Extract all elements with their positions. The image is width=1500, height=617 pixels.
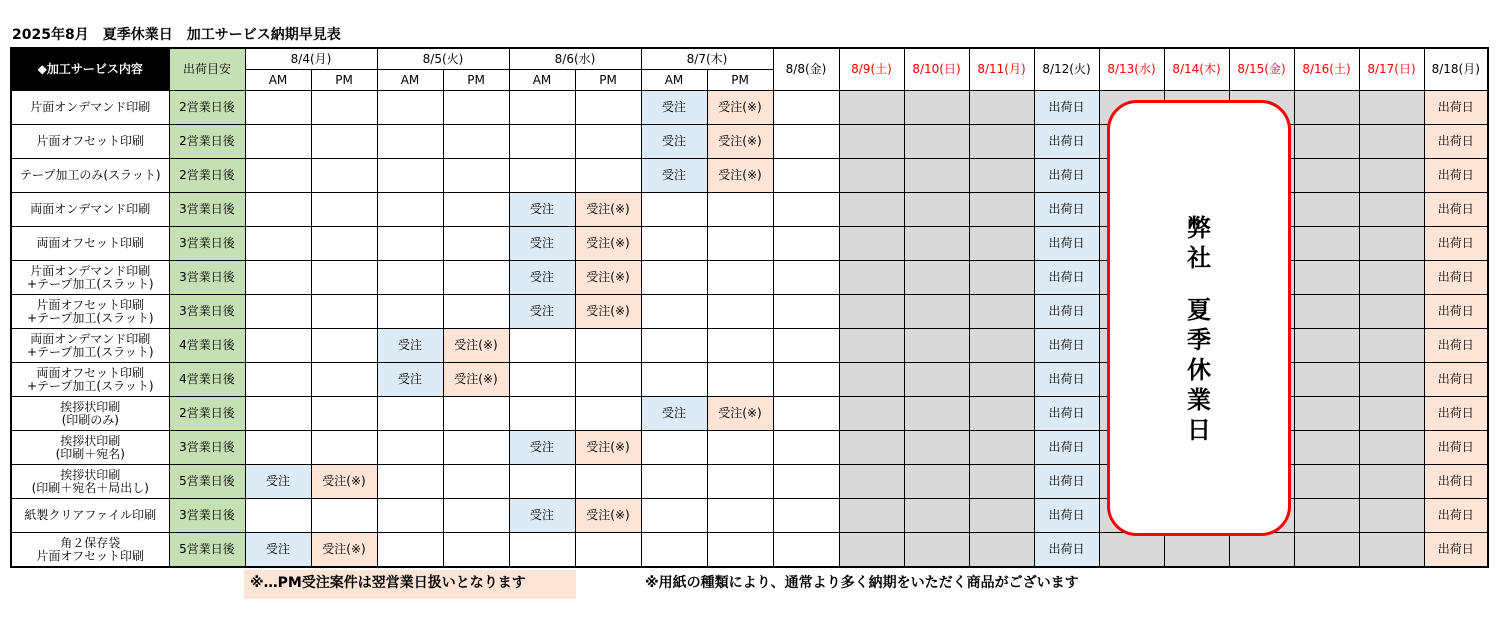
empty-slot-cell	[443, 227, 509, 261]
order-am-cell: 受注	[377, 363, 443, 397]
closed-day-cell	[1294, 295, 1359, 329]
empty-slot-cell	[575, 91, 641, 125]
empty-slot-cell	[245, 227, 311, 261]
empty-slot-cell	[773, 431, 839, 465]
closed-day-cell	[1359, 193, 1424, 227]
closed-day-cell	[1294, 533, 1359, 568]
ship-day-cell: 出荷日	[1034, 465, 1099, 499]
empty-slot-cell	[245, 91, 311, 125]
empty-slot-cell	[443, 431, 509, 465]
closed-day-cell	[969, 295, 1034, 329]
empty-slot-cell	[707, 227, 773, 261]
empty-slot-cell	[707, 295, 773, 329]
closed-day-cell	[904, 91, 969, 125]
empty-slot-cell	[773, 261, 839, 295]
order-pm-cell: 受注(※)	[575, 295, 641, 329]
empty-slot-cell	[575, 159, 641, 193]
closed-day-cell	[1294, 261, 1359, 295]
empty-slot-cell	[311, 499, 377, 533]
empty-slot-cell	[641, 193, 707, 227]
ship-day-cell: 出荷日	[1034, 261, 1099, 295]
closed-day-cell	[969, 499, 1034, 533]
date-header: 8/7(木)	[641, 48, 773, 70]
empty-slot-cell	[707, 193, 773, 227]
closed-day-cell	[839, 499, 904, 533]
closed-day-cell	[1294, 159, 1359, 193]
order-am-cell: 受注	[509, 193, 575, 227]
am-header: AM	[641, 70, 707, 91]
date-header: 8/8(金)	[773, 48, 839, 91]
order-pm-cell: 受注(※)	[707, 397, 773, 431]
closed-day-cell	[1359, 431, 1424, 465]
holiday-date-header: 8/11(月)	[969, 48, 1034, 91]
empty-slot-cell	[509, 159, 575, 193]
order-pm-cell: 受注(※)	[575, 227, 641, 261]
empty-slot-cell	[641, 295, 707, 329]
empty-slot-cell	[311, 91, 377, 125]
order-am-cell: 受注	[641, 397, 707, 431]
empty-slot-cell	[245, 499, 311, 533]
closed-day-cell	[904, 363, 969, 397]
holiday-date-header: 8/10(日)	[904, 48, 969, 91]
pm-header: PM	[311, 70, 377, 91]
ship-day-cell: 出荷日	[1034, 227, 1099, 261]
ship-day-cell: 出荷日	[1034, 159, 1099, 193]
empty-slot-cell	[311, 363, 377, 397]
ship-estimate-cell: 2営業日後	[169, 397, 245, 431]
holiday-date-header: 8/13(水)	[1099, 48, 1164, 91]
order-pm-cell: 受注(※)	[707, 159, 773, 193]
closed-day-cell	[1359, 499, 1424, 533]
empty-slot-cell	[443, 91, 509, 125]
date-header: 8/4(月)	[245, 48, 377, 70]
empty-slot-cell	[641, 227, 707, 261]
empty-slot-cell	[311, 397, 377, 431]
order-am-cell: 受注	[245, 465, 311, 499]
closed-day-cell	[1294, 91, 1359, 125]
holiday-date-header: 8/17(日)	[1359, 48, 1424, 91]
ship-day-cell: 出荷日	[1424, 295, 1488, 329]
closed-day-cell	[1229, 533, 1294, 568]
ship-estimate-cell: 3営業日後	[169, 431, 245, 465]
order-am-cell: 受注	[641, 125, 707, 159]
empty-slot-cell	[377, 261, 443, 295]
service-name-cell: 片面オンデマンド印刷 +テープ加工(スラット)	[11, 261, 169, 295]
ship-day-cell: 出荷日	[1424, 499, 1488, 533]
closed-day-cell	[1359, 227, 1424, 261]
closed-day-cell	[1359, 261, 1424, 295]
empty-slot-cell	[575, 125, 641, 159]
order-am-cell: 受注	[641, 159, 707, 193]
paper-type-note: ※用紙の種類により、通常より多く納期をいただく商品がございます	[645, 575, 1079, 591]
ship-estimate-cell: 5営業日後	[169, 465, 245, 499]
empty-slot-cell	[443, 295, 509, 329]
ship-estimate-cell: 3営業日後	[169, 261, 245, 295]
closed-day-cell	[904, 227, 969, 261]
holiday-date-header: 8/9(土)	[839, 48, 904, 91]
closed-day-cell	[969, 363, 1034, 397]
empty-slot-cell	[773, 193, 839, 227]
closed-day-cell	[839, 465, 904, 499]
empty-slot-cell	[641, 261, 707, 295]
service-name-cell: 両面オンデマンド印刷	[11, 193, 169, 227]
empty-slot-cell	[575, 329, 641, 363]
empty-slot-cell	[509, 91, 575, 125]
ship-day-cell: 出荷日	[1424, 159, 1488, 193]
order-am-cell: 受注	[509, 295, 575, 329]
ship-estimate-cell: 5営業日後	[169, 533, 245, 568]
empty-slot-cell	[443, 159, 509, 193]
service-name-cell: テープ加工のみ(スラット)	[11, 159, 169, 193]
closed-day-cell	[904, 261, 969, 295]
closed-day-cell	[969, 91, 1034, 125]
closed-day-cell	[1359, 329, 1424, 363]
ship-day-cell: 出荷日	[1034, 295, 1099, 329]
closed-day-cell	[1359, 91, 1424, 125]
pm-header: PM	[575, 70, 641, 91]
pm-header: PM	[443, 70, 509, 91]
summer-holiday-label: 弊 社 夏 季 休 業 日	[1187, 214, 1211, 444]
order-pm-cell: 受注(※)	[575, 193, 641, 227]
empty-slot-cell	[773, 91, 839, 125]
empty-slot-cell	[245, 329, 311, 363]
empty-slot-cell	[377, 227, 443, 261]
empty-slot-cell	[377, 397, 443, 431]
closed-day-cell	[904, 159, 969, 193]
empty-slot-cell	[311, 295, 377, 329]
closed-day-cell	[839, 91, 904, 125]
pm-order-note: ※…PM受注案件は翌営業日扱いとなります	[244, 570, 576, 599]
empty-slot-cell	[509, 363, 575, 397]
service-name-cell: 挨拶状印刷 (印刷＋宛名)	[11, 431, 169, 465]
order-pm-cell: 受注(※)	[443, 329, 509, 363]
ship-estimate-cell: 4営業日後	[169, 363, 245, 397]
closed-day-cell	[904, 125, 969, 159]
ship-estimate-cell: 2営業日後	[169, 125, 245, 159]
empty-slot-cell	[641, 363, 707, 397]
closed-day-cell	[969, 193, 1034, 227]
empty-slot-cell	[245, 193, 311, 227]
ship-day-cell: 出荷日	[1034, 125, 1099, 159]
order-pm-cell: 受注(※)	[575, 261, 641, 295]
empty-slot-cell	[443, 499, 509, 533]
ship-estimate-cell: 3営業日後	[169, 193, 245, 227]
empty-slot-cell	[377, 193, 443, 227]
empty-slot-cell	[377, 533, 443, 568]
ship-estimate-header: 出荷目安	[169, 48, 245, 91]
closed-day-cell	[969, 533, 1034, 568]
closed-day-cell	[1099, 533, 1164, 568]
empty-slot-cell	[773, 329, 839, 363]
ship-day-cell: 出荷日	[1424, 329, 1488, 363]
closed-day-cell	[1359, 125, 1424, 159]
closed-day-cell	[969, 159, 1034, 193]
order-am-cell: 受注	[377, 329, 443, 363]
ship-estimate-cell: 2営業日後	[169, 91, 245, 125]
closed-day-cell	[904, 193, 969, 227]
order-am-cell: 受注	[641, 91, 707, 125]
closed-day-cell	[904, 329, 969, 363]
closed-day-cell	[1294, 465, 1359, 499]
empty-slot-cell	[509, 533, 575, 568]
date-header: 8/12(火)	[1034, 48, 1099, 91]
empty-slot-cell	[377, 295, 443, 329]
empty-slot-cell	[443, 533, 509, 568]
empty-slot-cell	[245, 261, 311, 295]
closed-day-cell	[904, 465, 969, 499]
order-am-cell: 受注	[245, 533, 311, 568]
ship-day-cell: 出荷日	[1424, 431, 1488, 465]
service-name-cell: 挨拶状印刷 (印刷のみ)	[11, 397, 169, 431]
ship-day-cell: 出荷日	[1424, 363, 1488, 397]
empty-slot-cell	[773, 363, 839, 397]
ship-day-cell: 出荷日	[1034, 329, 1099, 363]
empty-slot-cell	[311, 329, 377, 363]
closed-day-cell	[969, 261, 1034, 295]
service-name-cell: 両面オフセット印刷	[11, 227, 169, 261]
empty-slot-cell	[245, 125, 311, 159]
empty-slot-cell	[575, 397, 641, 431]
empty-slot-cell	[245, 431, 311, 465]
ship-day-cell: 出荷日	[1034, 91, 1099, 125]
closed-day-cell	[1294, 227, 1359, 261]
ship-day-cell: 出荷日	[1424, 91, 1488, 125]
closed-day-cell	[1294, 363, 1359, 397]
empty-slot-cell	[707, 431, 773, 465]
ship-day-cell: 出荷日	[1034, 431, 1099, 465]
ship-day-cell: 出荷日	[1424, 125, 1488, 159]
closed-day-cell	[839, 227, 904, 261]
closed-day-cell	[839, 159, 904, 193]
page-title: 2025年8月 夏季休業日 加工サービス納期早見表	[12, 27, 341, 43]
ship-day-cell: 出荷日	[1424, 397, 1488, 431]
service-name-cell: 紙製クリアファイル印刷	[11, 499, 169, 533]
order-pm-cell: 受注(※)	[311, 465, 377, 499]
empty-slot-cell	[377, 91, 443, 125]
closed-day-cell	[839, 193, 904, 227]
ship-day-cell: 出荷日	[1424, 227, 1488, 261]
empty-slot-cell	[377, 431, 443, 465]
empty-slot-cell	[707, 465, 773, 499]
empty-slot-cell	[509, 125, 575, 159]
ship-day-cell: 出荷日	[1424, 533, 1488, 568]
empty-slot-cell	[443, 261, 509, 295]
empty-slot-cell	[377, 465, 443, 499]
table-row	[11, 533, 1488, 568]
closed-day-cell	[969, 125, 1034, 159]
ship-estimate-cell: 3営業日後	[169, 499, 245, 533]
empty-slot-cell	[773, 227, 839, 261]
ship-day-cell: 出荷日	[1034, 363, 1099, 397]
order-am-cell: 受注	[509, 431, 575, 465]
holiday-date-header: 8/16(土)	[1294, 48, 1359, 91]
empty-slot-cell	[641, 465, 707, 499]
ship-estimate-cell: 3営業日後	[169, 227, 245, 261]
service-name-cell: 挨拶状印刷 (印刷＋宛名＋局出し)	[11, 465, 169, 499]
closed-day-cell	[1359, 159, 1424, 193]
empty-slot-cell	[773, 295, 839, 329]
holiday-date-header: 8/14(木)	[1164, 48, 1229, 91]
closed-day-cell	[904, 533, 969, 568]
empty-slot-cell	[707, 533, 773, 568]
service-name-cell: 両面オンデマンド印刷 +テープ加工(スラット)	[11, 329, 169, 363]
closed-day-cell	[904, 499, 969, 533]
order-pm-cell: 受注(※)	[707, 125, 773, 159]
closed-day-cell	[969, 329, 1034, 363]
ship-estimate-cell: 3営業日後	[169, 295, 245, 329]
empty-slot-cell	[311, 193, 377, 227]
empty-slot-cell	[311, 261, 377, 295]
closed-day-cell	[839, 329, 904, 363]
order-pm-cell: 受注(※)	[443, 363, 509, 397]
order-pm-cell: 受注(※)	[707, 91, 773, 125]
empty-slot-cell	[773, 397, 839, 431]
closed-day-cell	[969, 227, 1034, 261]
empty-slot-cell	[707, 499, 773, 533]
empty-slot-cell	[773, 465, 839, 499]
closed-day-cell	[839, 431, 904, 465]
empty-slot-cell	[707, 329, 773, 363]
ship-day-cell: 出荷日	[1034, 533, 1099, 568]
empty-slot-cell	[311, 125, 377, 159]
empty-slot-cell	[509, 465, 575, 499]
closed-day-cell	[839, 261, 904, 295]
service-name-cell: 片面オフセット印刷 +テープ加工(スラット)	[11, 295, 169, 329]
closed-day-cell	[839, 125, 904, 159]
empty-slot-cell	[443, 465, 509, 499]
ship-day-cell: 出荷日	[1424, 465, 1488, 499]
empty-slot-cell	[641, 329, 707, 363]
closed-day-cell	[1294, 431, 1359, 465]
date-header: 8/5(火)	[377, 48, 509, 70]
empty-slot-cell	[377, 159, 443, 193]
empty-slot-cell	[575, 533, 641, 568]
order-pm-cell: 受注(※)	[311, 533, 377, 568]
ship-estimate-cell: 4営業日後	[169, 329, 245, 363]
am-header: AM	[377, 70, 443, 91]
closed-day-cell	[1359, 363, 1424, 397]
closed-day-cell	[969, 465, 1034, 499]
empty-slot-cell	[245, 159, 311, 193]
empty-slot-cell	[245, 295, 311, 329]
closed-day-cell	[839, 397, 904, 431]
empty-slot-cell	[773, 499, 839, 533]
am-header: AM	[245, 70, 311, 91]
closed-day-cell	[1359, 533, 1424, 568]
empty-slot-cell	[641, 533, 707, 568]
ship-day-cell: 出荷日	[1034, 397, 1099, 431]
empty-slot-cell	[509, 329, 575, 363]
closed-day-cell	[904, 431, 969, 465]
empty-slot-cell	[443, 397, 509, 431]
date-header: 8/6(水)	[509, 48, 641, 70]
summer-holiday-frame	[1107, 100, 1291, 536]
holiday-date-header: 8/15(金)	[1229, 48, 1294, 91]
ship-estimate-cell: 2営業日後	[169, 159, 245, 193]
order-am-cell: 受注	[509, 227, 575, 261]
empty-slot-cell	[575, 363, 641, 397]
order-am-cell: 受注	[509, 261, 575, 295]
empty-slot-cell	[377, 499, 443, 533]
order-am-cell: 受注	[509, 499, 575, 533]
closed-day-cell	[969, 431, 1034, 465]
ship-day-cell: 出荷日	[1034, 499, 1099, 533]
ship-day-cell: 出荷日	[1424, 193, 1488, 227]
order-pm-cell: 受注(※)	[575, 499, 641, 533]
closed-day-cell	[904, 295, 969, 329]
empty-slot-cell	[773, 159, 839, 193]
closed-day-cell	[969, 397, 1034, 431]
empty-slot-cell	[773, 533, 839, 568]
closed-day-cell	[839, 295, 904, 329]
closed-day-cell	[1294, 397, 1359, 431]
closed-day-cell	[839, 533, 904, 568]
closed-day-cell	[839, 363, 904, 397]
order-pm-cell: 受注(※)	[575, 431, 641, 465]
closed-day-cell	[1294, 499, 1359, 533]
service-name-cell: 両面オフセット印刷 +テープ加工(スラット)	[11, 363, 169, 397]
closed-day-cell	[1359, 295, 1424, 329]
empty-slot-cell	[575, 465, 641, 499]
closed-day-cell	[1294, 329, 1359, 363]
empty-slot-cell	[377, 125, 443, 159]
pm-header: PM	[707, 70, 773, 91]
service-name-cell: 角２保存袋 片面オフセット印刷	[11, 533, 169, 568]
date-header: 8/18(月)	[1424, 48, 1488, 91]
empty-slot-cell	[311, 227, 377, 261]
empty-slot-cell	[443, 193, 509, 227]
empty-slot-cell	[509, 397, 575, 431]
empty-slot-cell	[311, 159, 377, 193]
closed-day-cell	[904, 397, 969, 431]
closed-day-cell	[1164, 533, 1229, 568]
empty-slot-cell	[245, 363, 311, 397]
service-header: ◆加工サービス内容	[11, 48, 169, 91]
empty-slot-cell	[707, 363, 773, 397]
empty-slot-cell	[443, 125, 509, 159]
empty-slot-cell	[707, 261, 773, 295]
service-name-cell: 片面オフセット印刷	[11, 125, 169, 159]
empty-slot-cell	[311, 431, 377, 465]
closed-day-cell	[1359, 465, 1424, 499]
service-name-cell: 片面オンデマンド印刷	[11, 91, 169, 125]
closed-day-cell	[1294, 193, 1359, 227]
ship-day-cell: 出荷日	[1034, 193, 1099, 227]
ship-day-cell: 出荷日	[1424, 261, 1488, 295]
am-header: AM	[509, 70, 575, 91]
empty-slot-cell	[641, 431, 707, 465]
empty-slot-cell	[641, 499, 707, 533]
empty-slot-cell	[245, 397, 311, 431]
closed-day-cell	[1359, 397, 1424, 431]
empty-slot-cell	[773, 125, 839, 159]
closed-day-cell	[1294, 125, 1359, 159]
